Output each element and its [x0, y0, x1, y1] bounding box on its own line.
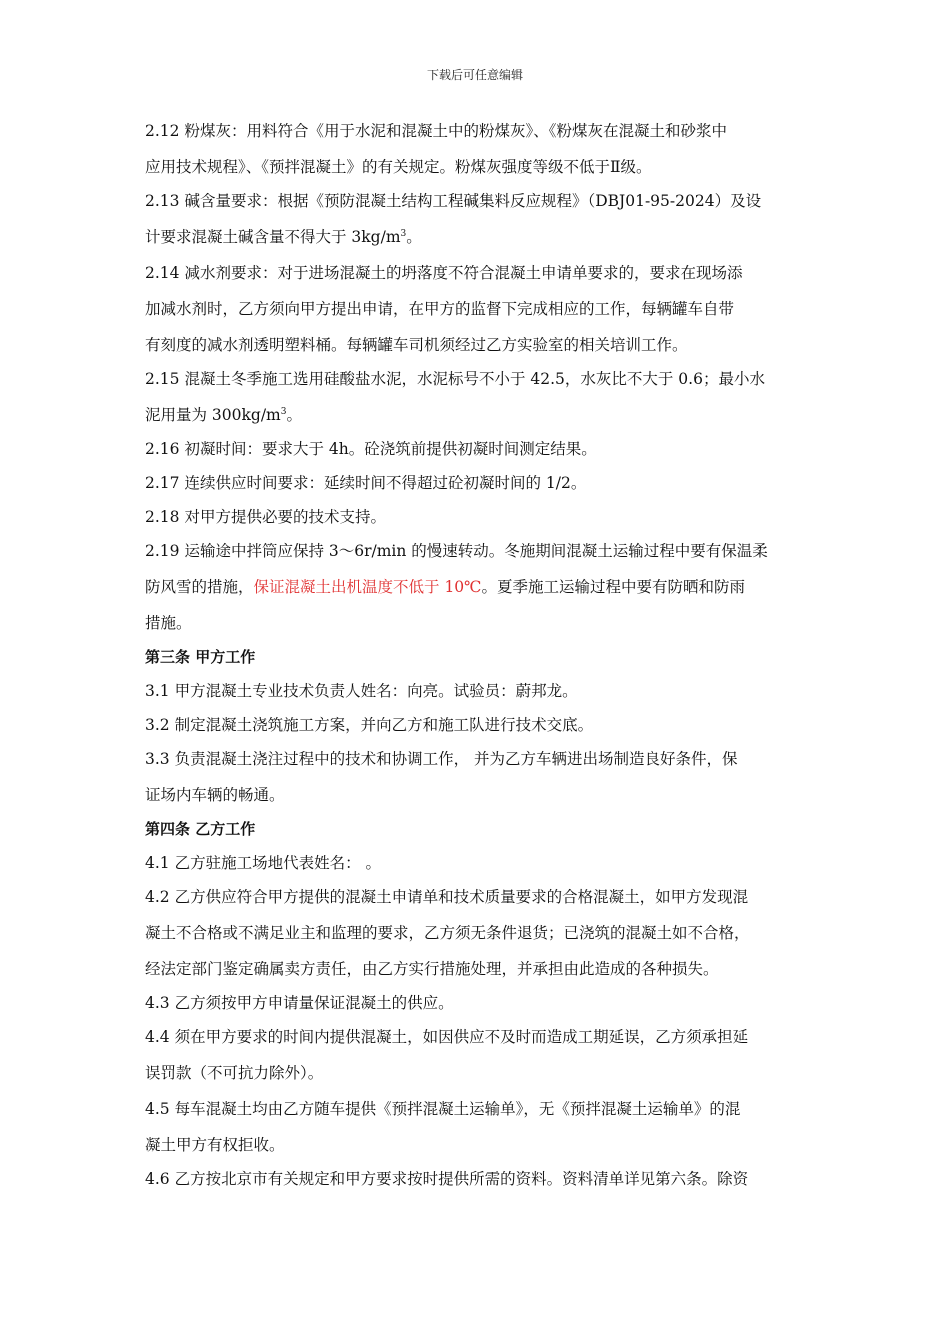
- text-line: [145, 578, 805, 596]
- text-line: [145, 264, 805, 282]
- text-line: [145, 1064, 805, 1082]
- line-text: 2.18 对甲方提供必要的技术支持。: [145, 508, 386, 526]
- text-line: [145, 228, 805, 246]
- line-text: 第四条 乙方工作: [145, 820, 256, 838]
- line-text: 凝土甲方有权拒收。: [145, 1136, 285, 1154]
- text-line: [145, 1136, 805, 1154]
- line-text: 泥用量为 300kg/m: [145, 406, 281, 424]
- text-line: [145, 300, 805, 318]
- page-header: 下载后可任意编辑: [426, 68, 523, 82]
- line-text: 措施。: [145, 614, 192, 632]
- section-heading: [145, 820, 805, 838]
- highlighted-text: 保证混凝土出机温度不低于 10℃: [253, 578, 482, 596]
- superscript: 3: [400, 228, 407, 239]
- text-line: [145, 614, 805, 632]
- text-line: [145, 994, 805, 1012]
- line-text: 4.2 乙方供应符合甲方提供的混凝土申请单和技术质量要求的合格混凝土，如甲方发现混: [145, 888, 749, 906]
- text-line: [145, 542, 805, 560]
- line-text: 证场内车辆的畅通。: [145, 786, 285, 804]
- line-text: 误罚款（不可抗力除外）。: [145, 1064, 324, 1082]
- text-line: [145, 158, 805, 176]
- line-text-tail: 。: [406, 228, 422, 246]
- text-line: [145, 960, 805, 978]
- line-text: 4.6 乙方按北京市有关规定和甲方要求按时提供所需的资料。资料清单详见第六条。除资: [145, 1170, 749, 1188]
- text-line: [145, 786, 805, 804]
- line-text-tail: 。: [286, 406, 302, 424]
- line-text: 凝土不合格或不满足业主和监理的要求，乙方须无条件退货；已浇筑的混凝土如不合格，: [145, 924, 750, 942]
- line-text: 2.14 减水剂要求：对于进场混凝土的坍落度不符合混凝土申请单要求的，要求在现场添: [145, 264, 743, 282]
- text-line: [145, 750, 805, 768]
- text-line: [145, 474, 805, 492]
- line-text: 2.15 混凝土冬季施工选用硅酸盐水泥，水泥标号不小于 42.5，水灰比不大于 0.6；最小水: [145, 370, 765, 388]
- superscript: 3: [280, 406, 287, 417]
- text-line: [145, 854, 805, 872]
- text-line: [145, 336, 805, 354]
- text-line: [145, 888, 805, 906]
- text-line: [145, 1028, 805, 1046]
- line-text: 加减水剂时，乙方须向甲方提出申请，在甲方的监督下完成相应的工作，每辆罐车自带: [145, 300, 735, 318]
- line-text: 2.13 碱含量要求：根据《预防混凝土结构工程碱集料反应规程》（DBJ01-95-2024）及设: [145, 192, 762, 210]
- section-heading: [145, 648, 805, 666]
- text-line: [145, 508, 805, 526]
- line-text: 防风雪的措施，: [145, 578, 254, 596]
- line-text: 4.4 须在甲方要求的时间内提供混凝土，如因供应不及时而造成工期延误，乙方须承担延: [145, 1028, 749, 1046]
- text-line: [145, 370, 805, 388]
- line-text: 2.16 初凝时间：要求大于 4h。砼浇筑前提供初凝时间测定结果。: [145, 440, 597, 458]
- line-text: 2.17 连续供应时间要求：延续时间不得超过砼初凝时间的 1/2。: [145, 474, 587, 492]
- line-text: 3.2 制定混凝土浇筑施工方案，并向乙方和施工队进行技术交底。: [145, 716, 594, 734]
- text-line: [145, 192, 805, 210]
- text-line: [145, 1100, 805, 1118]
- text-line: [145, 716, 805, 734]
- text-line: [145, 682, 805, 700]
- text-line: [145, 122, 805, 140]
- text-line: [145, 924, 805, 942]
- text-line: [145, 406, 805, 424]
- line-text: 第三条 甲方工作: [145, 648, 256, 666]
- document-body: [145, 122, 805, 1188]
- line-text: 3.3 负责混凝土浇注过程中的技术和协调工作， 并为乙方车辆进出场制造良好条件，保: [145, 750, 738, 768]
- line-text: 计要求混凝土碱含量不得大于 3kg/m: [145, 228, 401, 246]
- line-text: 3.1 甲方混凝土专业技术负责人姓名：向亮。试验员：蔚邦龙。: [145, 682, 578, 700]
- line-text: 应用技术规程》、《预拌混凝土》的有关规定。粉煤灰强度等级不低于Ⅱ级。: [145, 158, 652, 176]
- line-text-tail: 。夏季施工运输过程中要有防晒和防雨: [481, 578, 746, 596]
- text-line: [145, 440, 805, 458]
- line-text: 有刻度的减水剂透明塑料桶。每辆罐车司机须经过乙方实验室的相关培训工作。: [145, 336, 688, 354]
- line-text: 经法定部门鉴定确属卖方责任，由乙方实行措施处理，并承担由此造成的各种损失。: [145, 960, 719, 978]
- line-text: 2.19 运输途中拌筒应保持 3～6r/min 的慢速转动。冬施期间混凝土运输过程中要有保温柔: [145, 542, 768, 560]
- line-text: 4.1 乙方驻施工场地代表姓名： 。: [145, 854, 382, 872]
- line-text: 4.3 乙方须按甲方申请量保证混凝土的供应。: [145, 994, 454, 1012]
- line-text: 4.5 每车混凝土均由乙方随车提供《预拌混凝土运输单》，无《预拌混凝土运输单》的混: [145, 1100, 741, 1118]
- line-text: 2.12 粉煤灰：用料符合《用于水泥和混凝土中的粉煤灰》、《粉煤灰在混凝土和砂浆中: [145, 122, 727, 140]
- text-line: [145, 1170, 805, 1188]
